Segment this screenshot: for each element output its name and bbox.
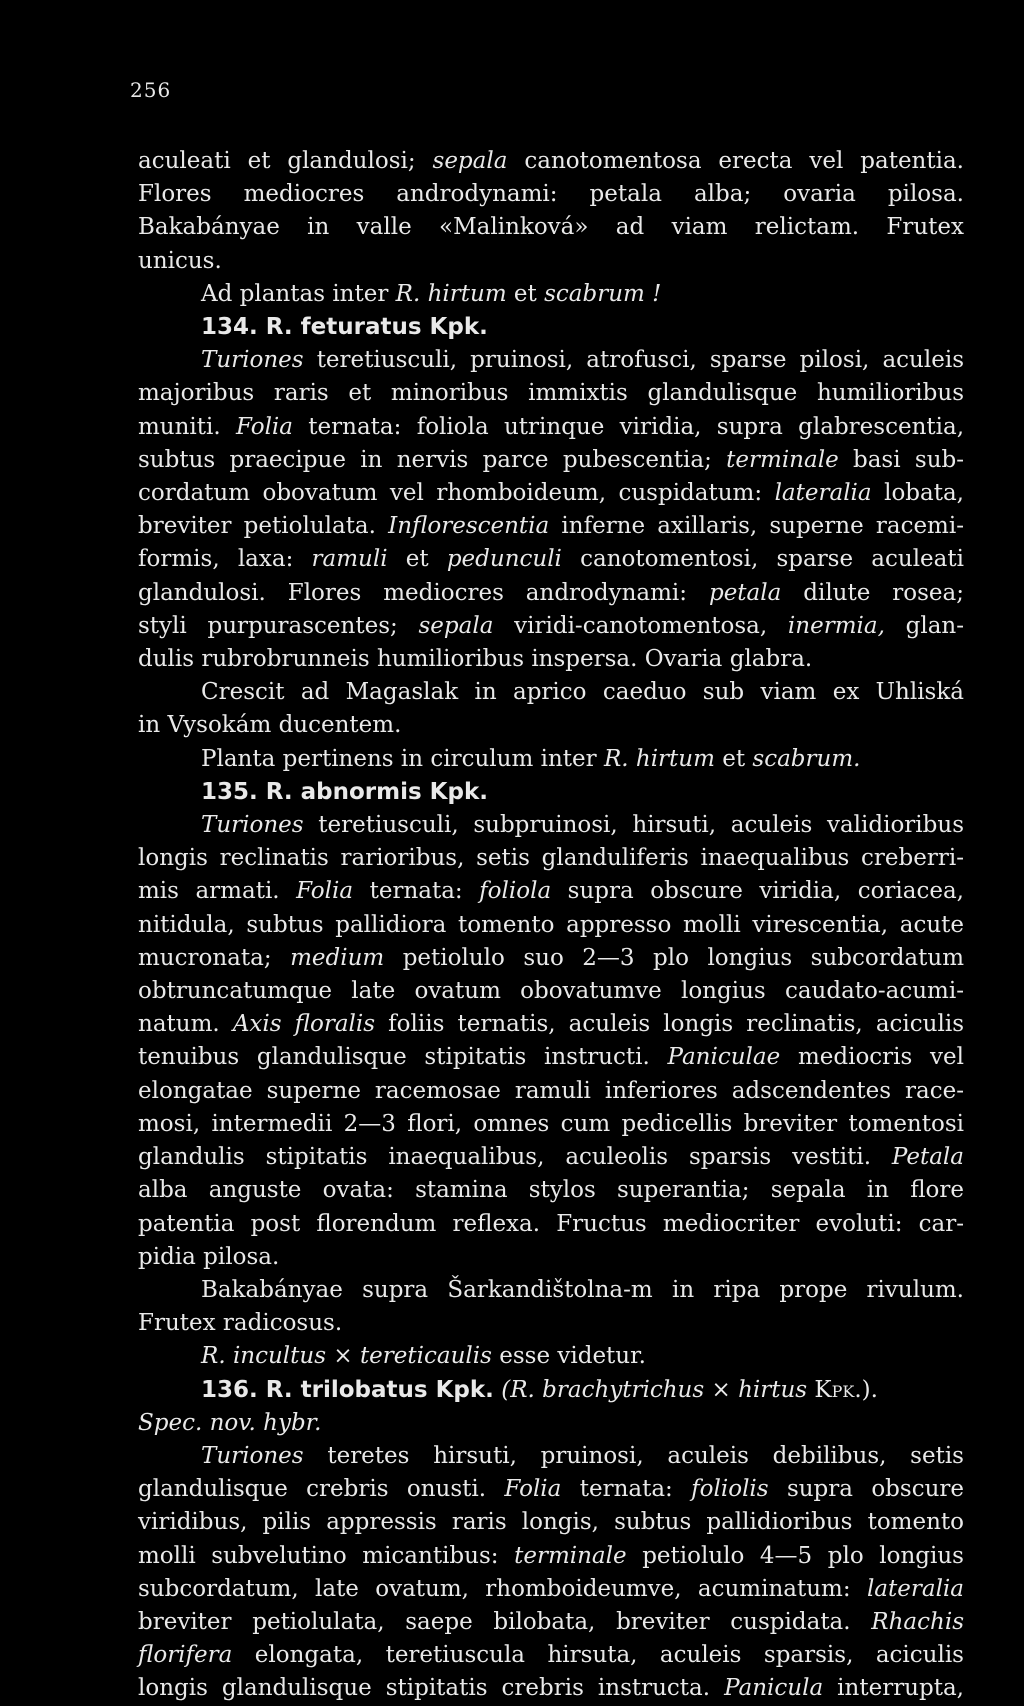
text-run: breviter petiolulata. — [138, 513, 389, 540]
text-run: esse videtur. — [491, 1343, 646, 1370]
text-run: sepala — [432, 148, 508, 174]
text-run: muniti. — [138, 413, 237, 440]
text-run: basi sub- — [838, 446, 965, 473]
text-run: obtruncatumque late ovatum obovatumve longius caudato-acumi- — [138, 978, 964, 1005]
text-line — [138, 311, 964, 344]
text-line — [138, 1573, 964, 1606]
text-run: Crescit ad Magaslak in aprico caeduo sub viam ex Uhliská — [201, 679, 964, 706]
entry-heading: 134. R. feturatus Kpk. — [201, 314, 488, 341]
text-run: majoribus raris et minoribus immixtis glandulisque humilioribus — [138, 380, 964, 407]
text-line — [138, 477, 964, 510]
text-run: et — [506, 280, 545, 307]
text-run: R. hirtum — [603, 745, 715, 772]
text-run: subcordatum, late ovatum, rhomboideumve, acuminatum: — [138, 1575, 867, 1602]
text-run: ramuli — [311, 546, 388, 573]
text-line — [138, 1041, 964, 1074]
text-run: viridi-canotomentosa, — [493, 612, 788, 639]
text-run: interrupta, — [823, 1675, 964, 1702]
text-run: inferne axillaris, superne racemi- — [549, 513, 964, 540]
text-run: glandulosi. Flores mediocres androdynami: — [138, 579, 709, 606]
text-line — [138, 643, 964, 676]
text-run: natum. — [138, 1011, 233, 1038]
text-run: Rhachis — [871, 1608, 964, 1635]
text-run: × — [326, 1343, 360, 1370]
text-line — [138, 1606, 964, 1639]
text-line — [138, 543, 964, 576]
text-line — [138, 411, 964, 444]
text-run: aculeati et glandulosi; — [138, 148, 433, 174]
text-run: glandulisque crebris onusti. — [138, 1476, 505, 1503]
text-run: sepala — [418, 612, 494, 639]
text-run: terminale — [514, 1542, 627, 1569]
text-line — [138, 1506, 964, 1539]
text-run: Bakabányae in valle «Malinková» ad viam relictam. Frutex — [138, 214, 964, 241]
text-line — [138, 1208, 964, 1241]
text-line — [138, 1540, 964, 1573]
text-line — [138, 1241, 964, 1274]
text-run: Axis floralis — [232, 1011, 376, 1038]
text-run: nitidula, subtus pallidiora tomento appresso molli virescentia, acute — [138, 911, 964, 938]
text-run: inermia, — [787, 612, 885, 639]
text-run: mucronata; — [138, 944, 291, 971]
text-run: mediocris vel — [780, 1044, 965, 1071]
text-run: Folia — [504, 1476, 562, 1503]
text-run: dulis rubrobrunneis humilioribus inspersa. Ovaria glabra. — [138, 646, 813, 673]
text-run: tereticaulis — [359, 1343, 492, 1370]
text-line — [138, 1075, 964, 1108]
text-run: lateralia — [866, 1575, 964, 1602]
text-line — [138, 577, 964, 610]
text-run: et — [714, 745, 753, 772]
text-run: Panicula — [724, 1675, 824, 1702]
text-line — [138, 444, 964, 477]
text-line — [138, 245, 964, 278]
text-run: styli purpurascentes; — [138, 612, 419, 639]
text-run: R. incultus — [201, 1343, 327, 1370]
text-run: mis armati. — [138, 878, 297, 905]
text-line — [138, 510, 964, 543]
text-run: canotomentosa erecta vel patentia. — [507, 148, 964, 174]
text-line — [138, 1307, 964, 1340]
text-run: alba anguste ovata: stamina stylos superantia; sepala in flore — [138, 1177, 964, 1204]
text-line — [138, 278, 964, 311]
text-run: florifera — [138, 1642, 233, 1669]
text-run: Petala — [891, 1144, 964, 1171]
text-run: Bakabányae supra Šarkandištolna-m in ripa prope rivulum. — [201, 1276, 964, 1303]
text-run: terminale — [726, 446, 839, 473]
text-run: pedunculi — [446, 546, 562, 573]
text-run: ternata: foliola utrinque viridia, supra glabrescentia, — [293, 413, 964, 440]
text-run: Spec. nov. hybr. — [138, 1409, 322, 1436]
text-run: Frutex radicosus. — [138, 1310, 343, 1337]
text-run: hirtus — [738, 1376, 808, 1403]
text-run: dilute rosea; — [781, 579, 964, 606]
text-run: formis, laxa: — [138, 546, 312, 573]
text-run: petiolulo suo 2—3 plo longius subcordatum — [384, 944, 965, 971]
text-line — [138, 1174, 964, 1207]
text-run: petiolulo 4—5 plo longius — [626, 1542, 964, 1569]
text-run: Folia — [236, 413, 293, 440]
text-run: ternata: — [353, 878, 480, 905]
text-line — [138, 1274, 964, 1307]
text-line — [138, 842, 964, 875]
text-run: elongatae superne racemosae ramuli inferiores adscendentes race- — [138, 1077, 964, 1104]
text-line — [138, 875, 964, 908]
text-line — [138, 975, 964, 1008]
text-run: cordatum obovatum vel rhomboideum, cuspidatum: — [138, 480, 775, 507]
text-run: in Vysokám ducentem. — [138, 712, 402, 739]
text-run: supra obscure viridia, coriacea, — [551, 878, 964, 905]
text-run: supra obscure — [768, 1476, 965, 1503]
text-run: viridibus, pilis appressis raris longis, subtus pallidioribus tomento — [138, 1509, 964, 1536]
text-line — [138, 809, 964, 842]
text-run: scabrum. — [752, 745, 861, 772]
text-run: (R. brachytrichus — [501, 1376, 705, 1403]
text-run: medium — [290, 944, 385, 971]
page-number: 256 — [130, 78, 172, 102]
text-line — [138, 1008, 964, 1041]
text-run: pidia pilosa. — [138, 1243, 280, 1270]
text-line — [138, 1440, 964, 1473]
text-run: longis glandulisque stipitatis crebris instructa. — [138, 1675, 725, 1702]
text-line — [138, 709, 964, 742]
text-line — [138, 211, 964, 244]
text-line — [138, 942, 964, 975]
text-run: lobata, — [871, 480, 964, 507]
text-line — [138, 776, 964, 809]
entry-heading: 136. R. trilobatus Kpk. — [201, 1376, 494, 1403]
text-run: Turiones — [201, 1442, 304, 1469]
text-run: elongata, teretiuscula hirsuta, aculeis sparsis, aciculis — [232, 1642, 964, 1669]
text-run: foliola — [479, 878, 552, 905]
text-run: scabrum ! — [544, 280, 662, 307]
text-run: teretiusculi, pruinosi, atrofusci, sparse pilosi, aculeis — [303, 347, 964, 374]
text-run: teretiusculi, subpruinosi, hirsuti, aculeis validioribus — [303, 812, 964, 839]
text-run: molli subvelutino micantibus: — [138, 1542, 515, 1569]
text-line — [138, 676, 964, 709]
text-run: × — [704, 1376, 739, 1403]
text-run: R. hirtum — [395, 280, 507, 307]
text-line — [138, 1141, 964, 1174]
text-line — [138, 1374, 964, 1407]
text-run: subtus praecipue in nervis parce pubescentia; — [138, 446, 727, 473]
text-run: canotomentosi, sparse aculeati — [561, 546, 964, 573]
text-line — [138, 178, 964, 211]
text-run: et — [387, 546, 447, 573]
text-run: longis reclinatis rarioribus, setis glanduliferis inaequalibus creberri- — [138, 845, 964, 872]
text-run: Planta pertinens in circulum inter — [201, 745, 604, 772]
text-run: ternata: — [561, 1476, 692, 1503]
text-run: Kpk. — [814, 1376, 862, 1403]
entry-heading: 135. R. abnormis Kpk. — [201, 778, 489, 805]
text-line — [138, 344, 964, 377]
text-run: patentia post florendum reflexa. Fructus mediocriter evoluti: car- — [138, 1210, 964, 1237]
text-line — [138, 377, 964, 410]
text-line — [138, 1108, 964, 1141]
text-run: unicus. — [138, 247, 222, 274]
text-run: petala — [708, 579, 782, 606]
text-line — [138, 1639, 964, 1672]
document-body — [138, 145, 964, 1706]
text-run: Turiones — [201, 812, 304, 839]
text-run: foliis ternatis, aculeis longis reclinatis, aciculis — [375, 1011, 964, 1038]
text-line — [138, 610, 964, 643]
text-line — [138, 1473, 964, 1506]
text-run: Flores mediocres androdynami: petala alba; ovaria pilosa. — [138, 181, 964, 208]
text-line — [138, 1340, 964, 1373]
text-run: breviter petiolulata, saepe bilobata, breviter cuspidata. — [138, 1608, 872, 1635]
text-run: Inflorescentia — [388, 513, 550, 540]
text-run: glandulis stipitatis inaequalibus, aculeolis sparsis vestiti. — [138, 1144, 892, 1171]
text-run: mosi, intermedii 2—3 flori, omnes cum pedicellis breviter tomentosi — [138, 1110, 964, 1137]
text-run: ). — [861, 1376, 878, 1403]
text-run: Paniculae — [667, 1044, 781, 1071]
text-run: Folia — [296, 878, 354, 905]
text-line — [138, 909, 964, 942]
text-run: glan- — [884, 612, 964, 639]
text-run: Turiones — [201, 347, 304, 374]
text-run: foliolis — [691, 1476, 769, 1503]
text-line — [138, 743, 964, 776]
text-run: teretes hirsuti, pruinosi, aculeis debilibus, setis — [303, 1442, 964, 1469]
text-run: tenuibus glandulisque stipitatis instructi. — [138, 1044, 668, 1071]
text-line — [138, 145, 964, 178]
text-run: lateralia — [774, 480, 872, 507]
text-run: Ad plantas inter — [201, 280, 396, 307]
text-line — [138, 1407, 964, 1440]
text-line — [138, 1672, 964, 1705]
